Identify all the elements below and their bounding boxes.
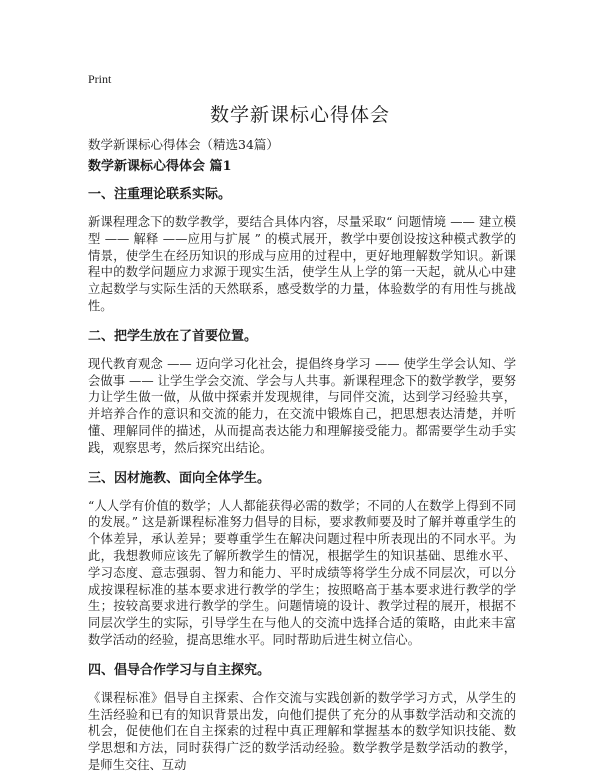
print-link[interactable]: Print: [88, 72, 112, 86]
section-heading-1: 一、注重理论联系实际。: [88, 187, 232, 202]
section-paragraph-2: 现代教育观念 —— 迈向学习化社会，提倡终身学习 —— 使学生学会认知、学会做事 —— 让学生学会交流、学会与人共事。新课程理念下的数学教学，要努力让学生做一做，从做中探索并发现规律，与同伴交流，达到学习经验共享，并培养合作的意识和交流的能力，在交流中锻炼自己，把思想表达清楚，并听懂、理解同伴的描述，从而提高表达能力和理解接受能力。都需要学生动手实践，观察思考，然后探究出结论。: [88, 356, 516, 455]
section-paragraph-3: “人人学有价值的数学；人人都能获得必需的数学；不同的人在数学上得到不同的发展。” 这是新课程标准努力倡导的目标，要求教师要及时了解并尊重学生的个体差异，承认差异；要尊重学生在解决问题过程中所表现出的不同水平。为此，我想教师应该先了解所教学生的情况，根据学生的知识基础、思维水平、学习态度、意志强弱、智力和能力、平时成绩等将学生分成不同层次，可以分成按课程标准的基本要求进行教学的学生；按照略高于基本要求进行教学的学生；按较高要求进行教学的学生。问题情境的设计、教学过程的展开，根据不同层次学生的实际，引导学生在与他人的交流中选择合适的策略，由此来丰富数学活动的经验，提高思维水平。同时帮助后进生树立信心。: [88, 498, 516, 647]
article-title: 数学新课标心得体会 篇1: [88, 159, 232, 174]
document-subtitle: 数学新课标心得体会（精选34篇）: [88, 137, 279, 152]
section-paragraph-4: 《课程标准》倡导自主探索、合作交流与实践创新的数学学习方式，从学生的生活经验和已有的知识背景出发，向他们提供了充分的从事数学活动和交流的机会，促使他们在自主探索的过程中真正理解和掌握基本的数学知识技能、数学思想和方法，同时获得广泛的数学活动经验。数学教学是数学活动的教学，是师生交往、互动: [88, 690, 516, 772]
section-heading-4: 四、倡导合作学习与自主探究。: [88, 662, 271, 678]
article-body: [88, 158, 516, 776]
section-heading-3: 三、因材施教、面向全体学生。: [88, 470, 271, 486]
page-title: 数学新课标心得体会: [209, 104, 390, 126]
section-paragraph-1: 新课程理念下的数学教学，要结合具体内容，尽量采取“ 问题情境 —— 建立模型 —— 解释 ——应用与扩展 ” 的模式展开，教学中要创设按这种模式教学的情景，使学生在经历知识的形成与应用的过程中，更好地理解数学知识。新课程中的数学问题应力求源于现实生活，使学生从上学的第一天起，就从心中建立起数学与实际生活的天然联系，感受数学的力量，体验数学的有用性与挑战性。: [88, 215, 516, 313]
section-heading-2: 二、把学生放在了首要位置。: [88, 328, 258, 344]
